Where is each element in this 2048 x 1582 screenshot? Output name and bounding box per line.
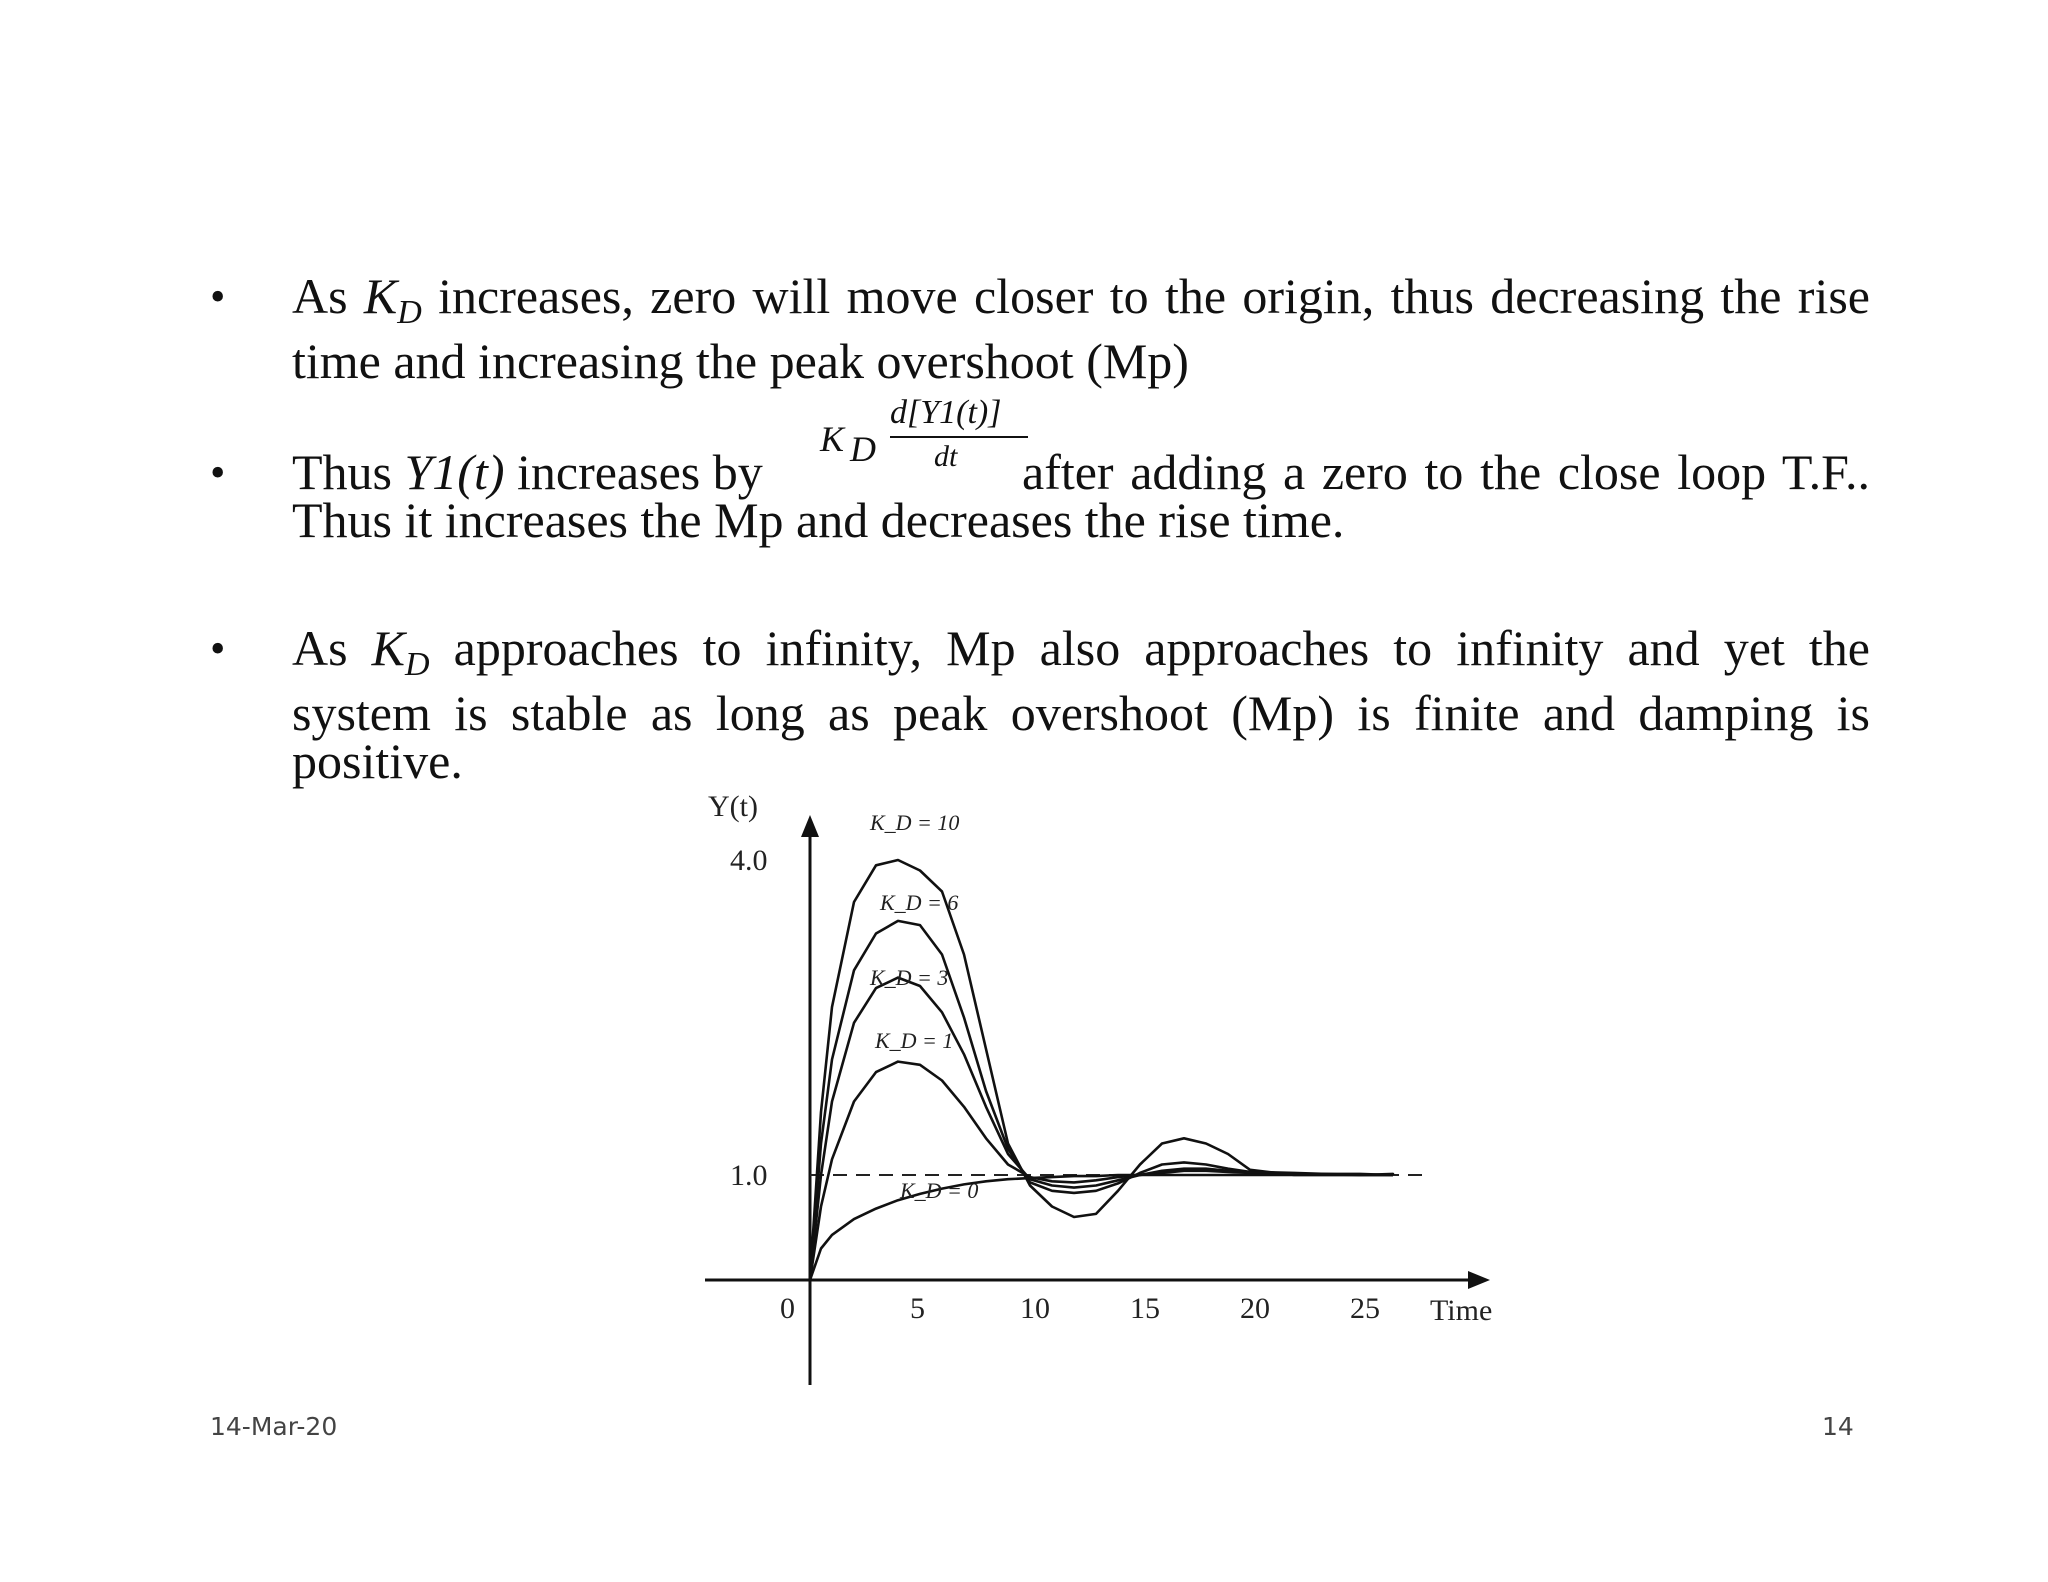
curve-label-group	[869, 810, 978, 1203]
bullet-marker: •	[210, 624, 226, 673]
kd-subscript: D	[397, 294, 422, 331]
x-tick-label: 10	[1020, 1292, 1050, 1325]
series-group	[810, 860, 1393, 1280]
bullet-1-post: increases, zero will move closer to the origin, thus decreasing the rise time and increasing the peak overshoot (Mp)	[292, 268, 1870, 389]
curve-label-2: K_D = 3	[870, 965, 949, 990]
x-tick-label: 5	[910, 1292, 925, 1325]
series-line-4	[810, 1175, 1393, 1280]
bullet-3	[210, 620, 1870, 789]
formula-k: K	[820, 419, 845, 459]
formula-denominator: dt	[934, 440, 958, 473]
bullet-3-text	[292, 620, 1870, 789]
x-axis-arrow	[1468, 1271, 1490, 1289]
kd-subscript: D	[405, 646, 430, 683]
bullet-marker: •	[210, 448, 226, 497]
y-tick-label: 4.0	[730, 844, 768, 877]
series-line-0	[810, 860, 1393, 1280]
x-axis-label: Time	[1430, 1294, 1493, 1327]
x-tick-label: 25	[1350, 1292, 1380, 1325]
x-tick-label: 15	[1130, 1292, 1160, 1325]
bullet-1-pre: As	[292, 268, 364, 324]
y-tick-label: 1.0	[730, 1159, 768, 1192]
series-line-3	[810, 1062, 1393, 1280]
step-response-chart	[690, 780, 1540, 1400]
kd-symbol: K	[371, 620, 406, 676]
bullet-1	[210, 268, 1870, 389]
curve-label-0: K_D = 10	[870, 810, 960, 835]
fraction-bar	[890, 436, 1028, 438]
kd-symbol: K	[363, 268, 398, 324]
y-axis-arrow	[801, 815, 819, 837]
bullet-2-text	[292, 444, 1870, 548]
x-tick-label: 0	[780, 1292, 795, 1325]
footer-date: 14-Mar-20	[210, 1412, 338, 1441]
bullet-1-text	[292, 268, 1870, 389]
bullet-3-pre: As	[292, 620, 372, 676]
bullet-2-post: after adding a zero to the close loop T.F.. Thus it increases the Mp and decreases the rise time.	[292, 444, 1870, 548]
curve-label-3: K_D = 1	[875, 1028, 954, 1053]
formula-d-subscript: D	[850, 429, 876, 469]
formula-numerator: d[Y1(t)]	[890, 394, 1002, 431]
bullet-2-pre: Thus	[292, 444, 405, 500]
bullet-3-post: approaches to infinity, Mp also approaches to infinity and yet the system is stable as long as peak overshoot (Mp) is finite and damping is positive.	[292, 620, 1870, 789]
series-line-2	[810, 978, 1393, 1280]
curve-label-4: K_D = 0	[900, 1178, 979, 1203]
bullet-2-mid: increases by	[504, 444, 763, 500]
footer-page-number: 14	[1822, 1412, 1854, 1441]
bullet-marker: •	[210, 272, 226, 321]
curve-label-1: K_D = 6	[880, 890, 959, 915]
y-axis-label: Y(t)	[708, 790, 758, 823]
y1t-symbol: Y1(t)	[404, 444, 505, 500]
x-tick-label: 20	[1240, 1292, 1270, 1325]
